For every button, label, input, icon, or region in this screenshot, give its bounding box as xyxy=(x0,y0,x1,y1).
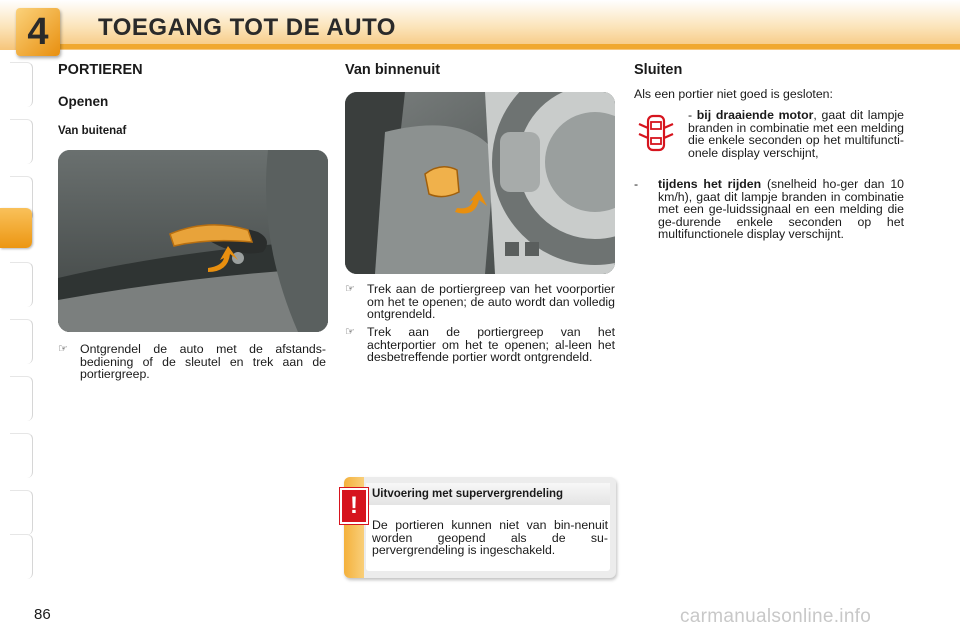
chapter-badge: 4 xyxy=(16,8,60,56)
warning-content xyxy=(366,483,610,571)
door-open-warning-icon xyxy=(636,112,676,154)
item-text: , gaat dit lampje branden in combinatie met een melding die enkele seconden op het multifuncti-onele display verschijnt, xyxy=(688,108,905,160)
exterior-door-handle-illustration xyxy=(58,150,328,332)
page-title: TOEGANG TOT DE AUTO xyxy=(98,14,396,41)
sluiten-item-engine-running xyxy=(688,109,904,159)
chapter-tab-6[interactable] xyxy=(10,319,33,364)
bullet-text: Ontgrendel de auto met de afstands-bediening of de sleutel en trek aan de portiergreep. xyxy=(80,342,326,382)
item-text: (snelheid ho-ger dan 10 km/h), gaat dit lampje branden in combinatie met een ge-luidssignaal en een melding die ge-durende enkele seconden op het multifunctionele display verschijnt. xyxy=(658,177,904,242)
chapter-tab-1[interactable] xyxy=(10,62,33,107)
chapter-tabs xyxy=(0,62,34,578)
emphasis: tijdens het rijden xyxy=(658,177,762,191)
section-heading-van-binnenuit: Van binnenuit xyxy=(345,62,441,78)
exterior-door-svg xyxy=(58,150,328,332)
chapter-tab-10[interactable] xyxy=(10,534,33,579)
bullet-exterior-open xyxy=(58,343,326,383)
watermark: carmanualsonline.info xyxy=(680,606,872,627)
chapter-tab-8[interactable] xyxy=(10,433,33,478)
chapter-tab-4-active[interactable] xyxy=(0,208,32,248)
car-doors-open-icon xyxy=(636,112,676,154)
emphasis: bij draaiende motor xyxy=(696,108,814,122)
chapter-tab-5[interactable] xyxy=(10,262,33,307)
warning-text: De portieren kunnen niet van bin-nenuit worden geopend als de su-pervergrendeling is ingeschakeld. xyxy=(372,518,608,558)
chapter-tab-7[interactable] xyxy=(10,376,33,421)
pointing-hand-icon: ☞ xyxy=(345,283,355,295)
header-rule xyxy=(60,44,960,49)
sluiten-item-while-driving xyxy=(658,178,904,241)
interior-door-svg xyxy=(345,92,615,274)
exclamation-icon: ! xyxy=(340,488,368,524)
bullet-text: Trek aan de portiergreep van het achterportier om het te openen; al-leen het desbetreffende portier wordt ontgrendeld. xyxy=(367,325,615,365)
subheading-openen: Openen xyxy=(58,94,109,109)
pointing-hand-icon: ☞ xyxy=(58,343,68,355)
chapter-tab-2[interactable] xyxy=(10,119,33,164)
pointing-hand-icon: ☞ xyxy=(345,326,355,338)
dash: - xyxy=(634,177,639,191)
bullet-interior-rear xyxy=(345,326,615,380)
section-heading-sluiten: Sluiten xyxy=(634,62,683,78)
page-number: 86 xyxy=(34,606,51,623)
chapter-tab-9[interactable] xyxy=(10,490,33,535)
dash: - xyxy=(688,108,693,122)
sluiten-intro: Als een portier niet goed is gesloten: xyxy=(634,87,833,101)
interior-door-handle-illustration xyxy=(345,92,615,274)
bullet-interior-front xyxy=(345,283,615,323)
warning-title: Uitvoering met supervergrendeling xyxy=(366,483,610,505)
section-heading-portieren: PORTIEREN xyxy=(58,62,143,78)
subheading-van-buitenaf: Van buitenaf xyxy=(58,125,127,137)
warning-box xyxy=(344,477,616,578)
bullet-text: Trek aan de portiergreep van het voorportier om het te openen; de auto wordt dan volledig ontgrendeld. xyxy=(367,282,615,322)
